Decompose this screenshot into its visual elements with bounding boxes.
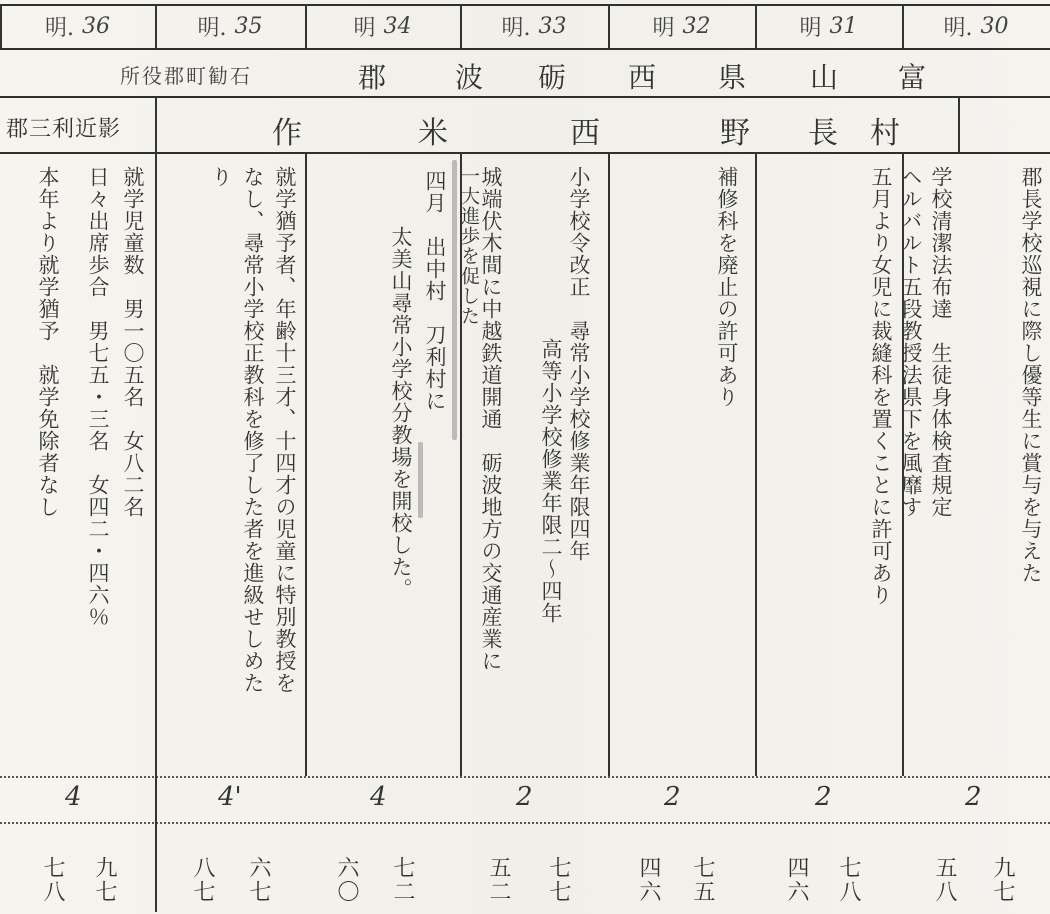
rule-under-prefecture <box>0 96 1050 98</box>
village-row <box>0 100 1050 152</box>
bottom-numeral: 七八 <box>836 856 861 904</box>
count-value: 4 <box>65 782 82 812</box>
bottom-numeral: 九七 <box>990 856 1015 904</box>
entry-text: 就学猶予者、年齢十三才、十四才の児童に特別教授を <box>273 166 297 694</box>
village-char: 野 <box>720 116 750 151</box>
entry-text: なし、尋常小学校正教科を修了した者を進級せしめた <box>241 166 265 694</box>
era-header-35: 明. 35 <box>197 13 263 41</box>
bottom-numeral: 六七 <box>246 856 271 904</box>
prefecture-char: 砺 <box>538 61 567 94</box>
office-subtitle: 所役郡町勧石 <box>120 64 252 88</box>
prefecture-char: 県 <box>718 61 747 94</box>
village-char: 村 <box>870 116 900 151</box>
era-header-33: 明. 33 <box>501 13 567 41</box>
entry-text: り <box>209 166 233 188</box>
era-header-30: 明. 30 <box>943 13 1009 41</box>
entry-text: 五月より女児に裁縫科を置くことに許可あり <box>869 166 893 606</box>
bottom-numeral: 六〇 <box>334 856 359 904</box>
column-divider <box>608 152 610 776</box>
column-divider <box>155 152 157 912</box>
dotted-rule-1 <box>0 776 1050 778</box>
bottom-numeral: 九七 <box>92 856 117 904</box>
column-divider <box>755 152 757 776</box>
count-value: 2 <box>815 782 832 812</box>
entry-text: 一大進歩を促した <box>458 166 480 326</box>
village-char: 米 <box>418 116 448 151</box>
village-left-label: 郡三利近影 <box>6 117 122 142</box>
dotted-rule-2 <box>0 822 1050 824</box>
entry-text: 高等小学校修業年限二～四年 <box>539 338 563 624</box>
era-header-31: 明 31 <box>799 13 858 41</box>
entry-text: 城端伏木間に中越鉄道開通 砺波地方の交通産業に <box>479 166 503 672</box>
count-value: 4 <box>370 782 387 812</box>
entry-text: 補修科を廃止の許可あり <box>715 166 739 408</box>
bottom-numeral: 四六 <box>784 856 809 904</box>
era-header-36: 明. 36 <box>45 13 110 41</box>
count-value: 2 <box>664 782 681 812</box>
entry-text: 太美山尋常小学校分教場を開校した。 <box>389 226 413 600</box>
bottom-numeral: 七八 <box>40 856 65 904</box>
bottom-numeral: 四六 <box>636 856 661 904</box>
bottom-numeral: 七二 <box>390 856 415 904</box>
bottom-numeral: 八七 <box>190 856 215 904</box>
prefecture-char: 山 <box>810 61 839 94</box>
bottom-numeral: 七五 <box>690 856 715 904</box>
prefecture-char: 郡 <box>358 61 387 94</box>
pencil-mark <box>418 442 423 518</box>
village-char: 作 <box>272 116 302 151</box>
count-value: 2 <box>516 782 533 812</box>
entry-text: 出中村 刀利村に <box>423 236 447 412</box>
bottom-numeral: 七七 <box>546 856 571 904</box>
rule-under-era <box>0 48 1050 50</box>
entry-text: 小学校令改正 尋常小学校修業年限四年 <box>567 166 591 562</box>
entry-text: ヘルバルト五段教授法県下を風靡す <box>899 166 923 518</box>
rule-under-village <box>0 152 1050 154</box>
entry-text: 本年より就学猶予 就学免除者なし <box>36 166 60 518</box>
village-char: 西 <box>570 116 600 151</box>
entry-text: 学校清潔法布達 生徒身体検査規定 <box>929 166 953 518</box>
prefecture-char: 西 <box>628 61 657 94</box>
entry-text: 日々出席歩合 男七五・三名 女四二・四六％ <box>86 166 110 628</box>
era-header-32: 明 32 <box>652 13 711 41</box>
bottom-numeral: 五二 <box>486 856 511 904</box>
count-value: 4' <box>218 782 242 812</box>
entry-text: 就学児童数 男一〇五名 女八二名 <box>121 166 145 518</box>
column-divider <box>305 152 307 776</box>
top-rule <box>0 4 1050 6</box>
entry-text: 郡長学校巡視に際し優等生に賞与を与えた <box>1019 166 1043 584</box>
bottom-numeral: 五八 <box>932 856 957 904</box>
era-header-34: 明 34 <box>353 13 412 41</box>
count-value: 2 <box>965 782 982 812</box>
prefecture-char: 波 <box>455 61 484 94</box>
entry-text: 四月 <box>423 170 447 214</box>
prefecture-char: 富 <box>898 61 927 94</box>
prefecture-row <box>0 52 1050 94</box>
village-char: 長 <box>808 116 838 151</box>
